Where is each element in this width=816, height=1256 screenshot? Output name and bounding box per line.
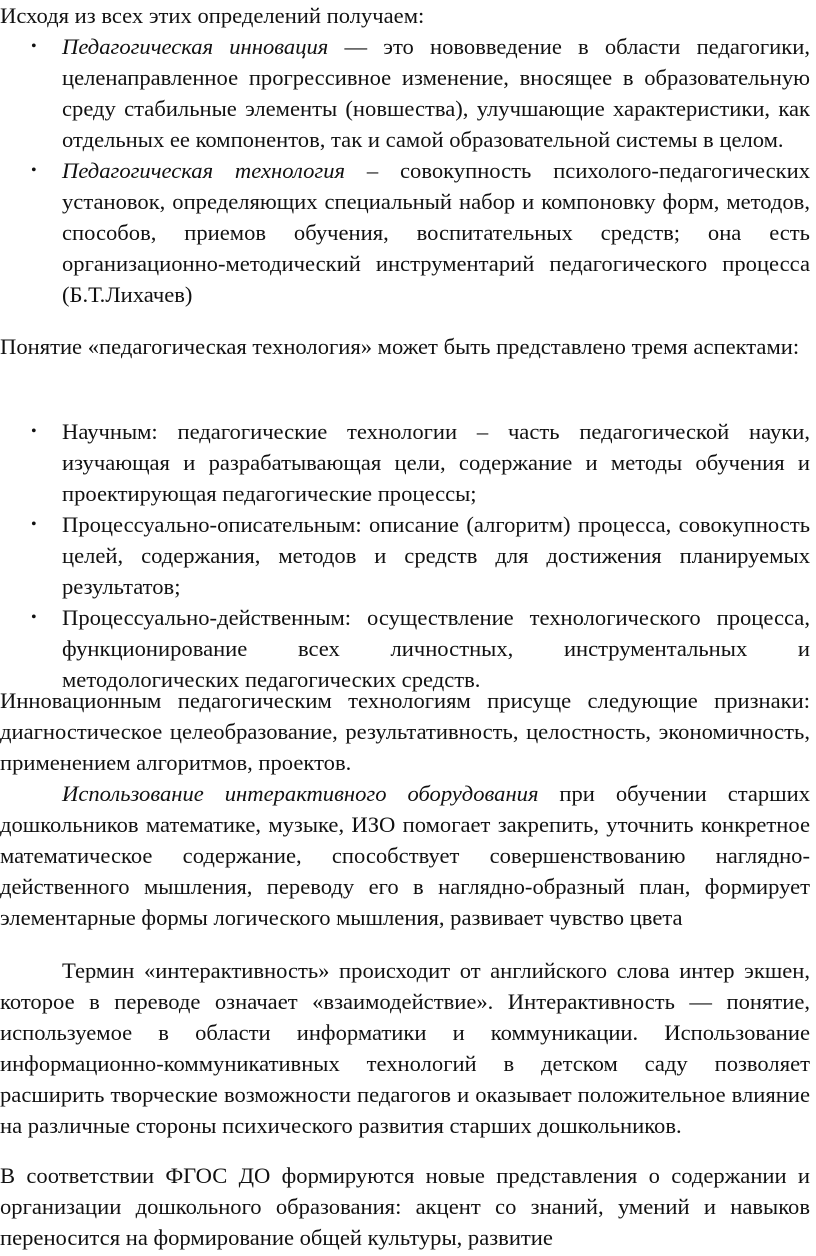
- equipment-term: Использование интерактивного оборудования: [62, 781, 539, 806]
- aspects-list: [0, 416, 810, 695]
- equipment-paragraph: [0, 778, 810, 933]
- definition-text: – совокупность психолого-педагогических установок, определяющих специальный набор и компоновку форм, методов, способов, приемов обучения, воспитательных средств; она есть организационно-методический инструментарий педагогического процесса (Б.Т.Лихачев): [62, 158, 811, 307]
- bullet-icon: •: [31, 423, 37, 440]
- aspect-item: [0, 509, 810, 602]
- fgos-paragraph: В соответствии ФГОС ДО формируются новые представления о содержании и организации дошкольного образования: акцент со знаний, умений и навыков переносится на формирование общей культуры, развитие: [0, 1163, 810, 1250]
- definitions-list: [0, 31, 810, 310]
- bullet-icon: •: [31, 609, 37, 626]
- definition-item: [0, 31, 810, 155]
- definition-item: [0, 155, 810, 310]
- definition-term: Педагогическая технология: [62, 158, 345, 183]
- aspect-item: [0, 416, 810, 509]
- aspect-text: Процессуально-описательным: описание (алгоритм) процесса, совокупность целей, содержания, методов и средств для достижения планируемых результатов;: [62, 512, 810, 599]
- aspect-item: [0, 602, 810, 695]
- intro-line: Исходя из всех этих определений получаем:: [0, 3, 425, 28]
- interactivity-paragraph: Термин «интерактивность» происходит от английского слова интер экшен, которое в переводе означает «взаимодействие». Интерактивность — понятие, используемое в области информатики и коммуникации. Использование информационно-коммуникативных технологий в детском саду позволяет расширить творческие возможности педагогов и оказывает положительное влияние на различные стороны психического развития старших дошкольников.: [0, 958, 810, 1138]
- concept-paragraph: Понятие «педагогическая технология» может быть представлено тремя аспектами:: [0, 334, 800, 359]
- definition-text: — это нововведение в области педагогики, целенаправленное прогрессивное изменение, вносящее в образовательную среду стабильные элементы (новшества), улучшающие характеристики, как отдельных ее компонентов, так и самой образовательной системы в целом.: [62, 34, 810, 152]
- bullet-icon: •: [31, 162, 37, 179]
- aspect-text: Процессуально-действенным: осуществление технологического процесса, функционирование всех личностных, инструментальных и методологических педагогических средств.: [62, 605, 810, 692]
- bullet-icon: •: [31, 516, 37, 533]
- definition-term: Педагогическая инновация: [62, 34, 329, 59]
- aspect-text: Научным: педагогические технологии – часть педагогической науки, изучающая и разрабатывающая цели, содержание и методы обучения и проектирующая педагогические процессы;: [62, 419, 810, 506]
- features-paragraph: Инновационным педагогическим технологиям присуще следующие признаки: диагностическое целеобразование, результативность, целостность, экономичность, применением алгоритмов, проектов.: [0, 688, 810, 775]
- bullet-icon: •: [31, 38, 37, 55]
- equipment-text: при обучении старших дошкольников математике, музыке, ИЗО помогает закрепить, уточнить конкретное математическое содержание, способствует совершенствованию наглядно-действенного мышления, переводу его в наглядно-образный план, формирует элементарные формы логического мышления, развивает чувство цвета: [0, 781, 810, 930]
